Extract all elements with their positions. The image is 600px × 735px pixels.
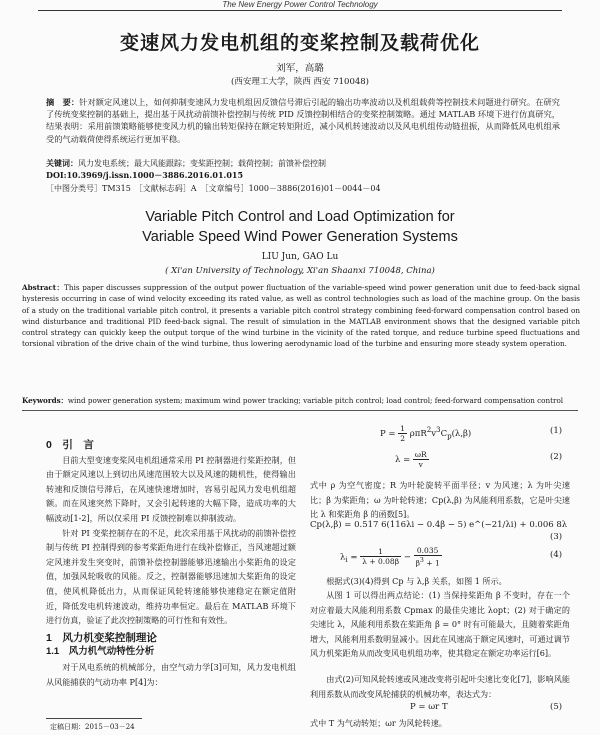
right-paragraph-4: 由式(2)可知风轮转速或风速改变将引起叶尖速比变化[7]，影响风能利用系数从而改变风轮捕获的机械功率，表达式为： [310, 674, 570, 699]
right-paragraph-3: 从图 1 可以得出两点结论：(1) 当保持桨距角 β 不变时，存在一个对应着最大风能利用系数 Cpmax 的最佳尖速比 λopt；(2) 对于确定的尖速比 λ，风能利用系数在桨距角 β = 0° 时有可能最大，且随着桨距角增大，风能利用系数明显减小。因此在风速高于额定风速时，可通过调节风力机桨距角从而改变风电机组功率，使其稳定在额定功率运行[6]。 [310, 590, 570, 659]
paper-title-cn: 变速风力发电机组的变桨控制及载荷优化 [119, 32, 480, 54]
abstract-en-text: This paper discusses suppression of the output power fluctuation of the variable-speed wind power generation unit due to feed-back signal hysteresis occurring in case of wind velocity exceeding its rated value, as well as control technologies such as load of the machine group. On the basis of a study on the traditional variable pitch control, it presents a variable pitch control strategy combining feed-forward compensation control based on wind disturbance and traditional PID feed-back signal. The result of simulation in the MATLAB environment shows that the designed variable pitch control strategy can quickly keep the output torque of the wind turbine in the vicinity of the rated torque, and reduce turbine speed fluctuations and torsional vibration of the drive chain of the wind turbine, thus lowering aerodynamic load of the turbine and ensuring more steady system operation. [22, 283, 580, 349]
equation-2-number: (2) [550, 452, 563, 462]
keywords-cn-text: 风力发电系统；最大风能跟踪；变桨距控制；载荷控制；前馈补偿控制 [78, 159, 326, 168]
keywords-en-text: wind power generation system; maximum wind power tracking; variable pitch control; load control; feed-forward compensation control [67, 396, 564, 405]
equation-3-text: Cp(λ,β) = 0.517 6(116λi − 0.4β − 5) e^(−21/λi) + 0.006 8λ [310, 520, 568, 530]
doi: DOI:10.3969/j.issn.1000－3886.2016.01.015 [46, 170, 244, 180]
section-0-heading: 0 引 言 [46, 439, 94, 451]
section-1-1-heading: 1.1 风力机气动特性分析 [46, 646, 155, 658]
equation-3-number: (3) [550, 532, 563, 542]
right-paragraph-1: 式中 ρ 为空气密度；R 为叶轮旋转平面半径；v 为风速；λ 为叶尖速比；β 为桨距角；ω 为叶轮转速；Cp(λ,β) 为风能利用系数，它是叶尖速比 λ 和桨距角 β 的函数[5]。 [310, 480, 570, 520]
affiliation-cn: (西安理工大学，陕西 西安 710048) [231, 77, 369, 87]
abstract-cn-label: 摘 要： [46, 97, 80, 107]
title-en-line1: Variable Pitch Control and Load Optimization for [145, 209, 455, 225]
keywords-cn-label: 关键词： [46, 158, 78, 168]
classification: ［中图分类号］TM315 ［文献标志码］A ［文章编号］1000－3886(2016)01－0044－04 [46, 184, 381, 193]
footnote-rule [46, 718, 142, 719]
equation-5-number: (5) [550, 702, 563, 712]
header-rule [38, 10, 562, 11]
section-1-paragraph-1: 对于风电系统的机械部分，由空气动力学[3]可知，风力发电机组从风能捕获的气动功率 P[4]为： [46, 661, 296, 687]
affiliation-en: ( Xi'an University of Technology, Xi'an Shaanxi 710048, China) [165, 266, 435, 276]
equation-4-number: (4) [550, 550, 563, 560]
footnote-received-date: 定稿日期：2015－03－24 [50, 723, 135, 731]
section-1-heading: 1 风力机变桨控制理论 [46, 631, 157, 644]
keywords-en-label: Keywords： [22, 396, 68, 405]
title-en-line2: Variable Speed Wind Power Generation Systems [142, 229, 458, 245]
right-paragraph-5: 式中 T 为气动转矩；ωr 为风轮转速。 [310, 718, 447, 728]
authors-en: LIU Jun, GAO Lu [261, 252, 339, 262]
paper-title-en [0, 207, 600, 247]
equation-3 [310, 520, 570, 542]
left-column [46, 438, 296, 689]
abstract-cn [46, 96, 560, 145]
equation-5-text: P = ωr T [410, 702, 448, 712]
abstract-en [22, 282, 580, 350]
journal-header: The New Energy Power Control Technology [222, 0, 378, 9]
right-paragraph-2: 根据式(3)(4)得到 Cp 与 λ,β 关系，如图 1 所示。 [326, 576, 507, 586]
keywords-cn [46, 158, 326, 169]
keywords-en [22, 396, 580, 406]
abstract-cn-text: 针对额定风速以上，如何抑制变速风力发电机组因反馈信号滞后引起的输出功率波动以及机组载荷等控制技术问题进行研究。在研究了传统变桨控制的基础上，提出基于风扰动前馈补偿控制与传统 PID 反馈控制相结合的变桨控制策略。通过 MATLAB 环境下进行仿真研究，结果表明：采用前馈策略能够使变风力机的输出转矩保持在额定转矩附近，减小风机转速波动以及风电机组传动链扭振，从而降低风电机组承受的气动载荷使得系统运行更加平稳。 [46, 97, 560, 144]
section-0-paragraph-2: 针对 PI 变桨控制存在的不足，此次采用基于风扰动的前馈补偿控制与传统 PI 控制得到的参考桨距角进行在线补偿修正，当风速超过额定风速并发生突变时，前馈补偿控制器能够迅速输出小桨距角的设定值，加强风轮吸收的风能。反之，控制器能够迅速加大桨距角的设定值，使风机降低出力，从而保证风轮转速能够快速稳定在额定值附近，降低发电机转速波动，维持功率恒定。最后在 MATLAB 环境下进行仿真，验证了此次控制策略的可行性和有效性。 [46, 527, 296, 626]
abstract-en-label: Abstract： [22, 283, 65, 292]
equation-1-number: (1) [550, 426, 563, 436]
abstract-separator [22, 410, 578, 411]
section-0-paragraph-1: 目前大型变速变桨风电机组通常采用 PI 控制器进行桨距控制，但由于额定风速以上到切出风速范围较大以及风速的随机性，使得输出转速和反馈信号滞后，在风速快速增加时，容易引起风力发电机组超额。而在风速突然下降时，又会引起转速的大幅下降，造成功率的大幅波动[1-2]，所以仅采用 PI 反馈控制难以抑制波动。 [46, 454, 296, 523]
authors-cn: 刘军，高璐 [276, 63, 324, 74]
